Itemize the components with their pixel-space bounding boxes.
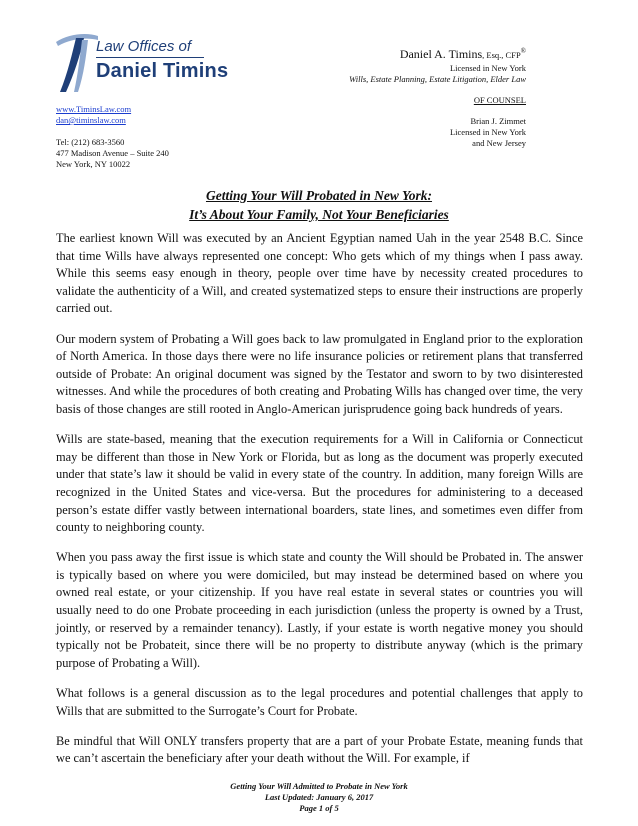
title-line-2: It’s About Your Family, Not Your Beneficiaries [189,207,449,222]
footer-title: Getting Your Will Admitted to Probate in New York [230,781,408,791]
contact-block [56,104,169,170]
attorney-credentials: , Esq., CFP [482,50,521,60]
counsel-licensed-1: Licensed in New York [449,127,526,137]
footer-page-number: Page 1 of 5 [299,803,339,813]
address-line-2: New York, NY 10022 [56,159,131,169]
swoosh-t-icon [54,32,100,94]
website-link[interactable]: www.TiminsLaw.com [56,104,132,114]
spacer [56,126,169,137]
counsel-name: Brian J. Zimmet [470,116,526,126]
page-footer [0,781,638,814]
paragraph: When you pass away the first issue is which state and county the Will should be Probated in. The answer is typically based on where you were domiciled, but may instead be determined based on where you owned real estate, or your citizenship. If you have real estate in several states or countries you will usually need to do one Probate proceeding in each jurisdiction (unless the property is owned by a Trust, jointly, or reserved by a remainder tenancy). Lastly, if your estate is worth negative money you should typically not be Probateit, since there will be no property to distribute anyway (which is the primary purpose of Probating a Will). [56,550,583,670]
attorney-licensed: Licensed in New York [449,63,526,73]
paragraph: The earliest known Will was executed by an Ancient Egyptian named Uah in the year 2548 B.C. Since that time Wills have always represented one concept: Who gets which of my things when I pass away. While this seems easy enough in theory, people over time have by necessity created procedures to validate the authenticity of a Will, and created systematized steps to ensure their instructions are properly carried out. [56,231,583,316]
paragraph: What follows is a general discussion as to the legal procedures and potential challenges that apply to Wills that are submitted to the Surrogate’s Court for Probate. [56,686,583,718]
logo-divider [96,57,204,58]
spacer [349,106,526,116]
email-link[interactable]: dan@timinslaw.com [56,115,126,125]
registered-mark: ® [520,47,526,55]
logo-text-line1: Law Offices of [96,38,192,55]
paragraph: Our modern system of Probating a Will goes back to law promulgated in England prior to the exploration of North America. In those days there were no life insurance policies or retirement plans that transferred outside of Probate: An original document was signed by the Testator and sworn to by two disinterested witnesses. And while the procedures of both creating and Probating Wills has changed over time, the very basis of those changes are still rooted in Anglo-American jurisprudence going back hundreds of years. [56,331,583,416]
title-line-1: Getting Your Will Probated in New York: [205,188,433,203]
letterhead-right [349,44,526,149]
telephone: Tel: (212) 683-3560 [56,137,125,147]
of-counsel-label: OF COUNSEL [473,95,526,105]
attorney-name: Daniel A. Timins [399,47,483,61]
spacer [349,85,526,95]
counsel-licensed-2: and New Jersey [472,138,526,148]
paragraph: Wills are state-based, meaning that the execution requirements for a Will in California or Connecticut may be different than those in New York or Florida, but as long as the document was properly executed under that state’s law it should be valid in every state of the country. In addition, many foreign Wills are recognized in the United States and vice-versa. But the procedures for administering to a deceased person’s estate differ vastly between international boarders, state lines, and sometimes even differ from county to neighboring county. [56,432,583,535]
practice-areas: Wills, Estate Planning, Estate Litigation, Elder Law [349,74,526,84]
document-title [0,186,638,224]
document-body [56,230,583,781]
paragraph: Be mindful that Will ONLY transfers property that are a part of your Probate Estate, meaning funds that we can’t ascertain the beneficiary after your death without the Will. For example, if [56,733,583,766]
footer-updated: Last Updated: January 6, 2017 [264,792,374,802]
address-line-1: 477 Madison Avenue – Suite 240 [56,148,169,158]
law-office-logo [54,32,229,94]
attorney-name-line [349,44,526,63]
logo-text-line2: Daniel Timins [96,60,229,82]
